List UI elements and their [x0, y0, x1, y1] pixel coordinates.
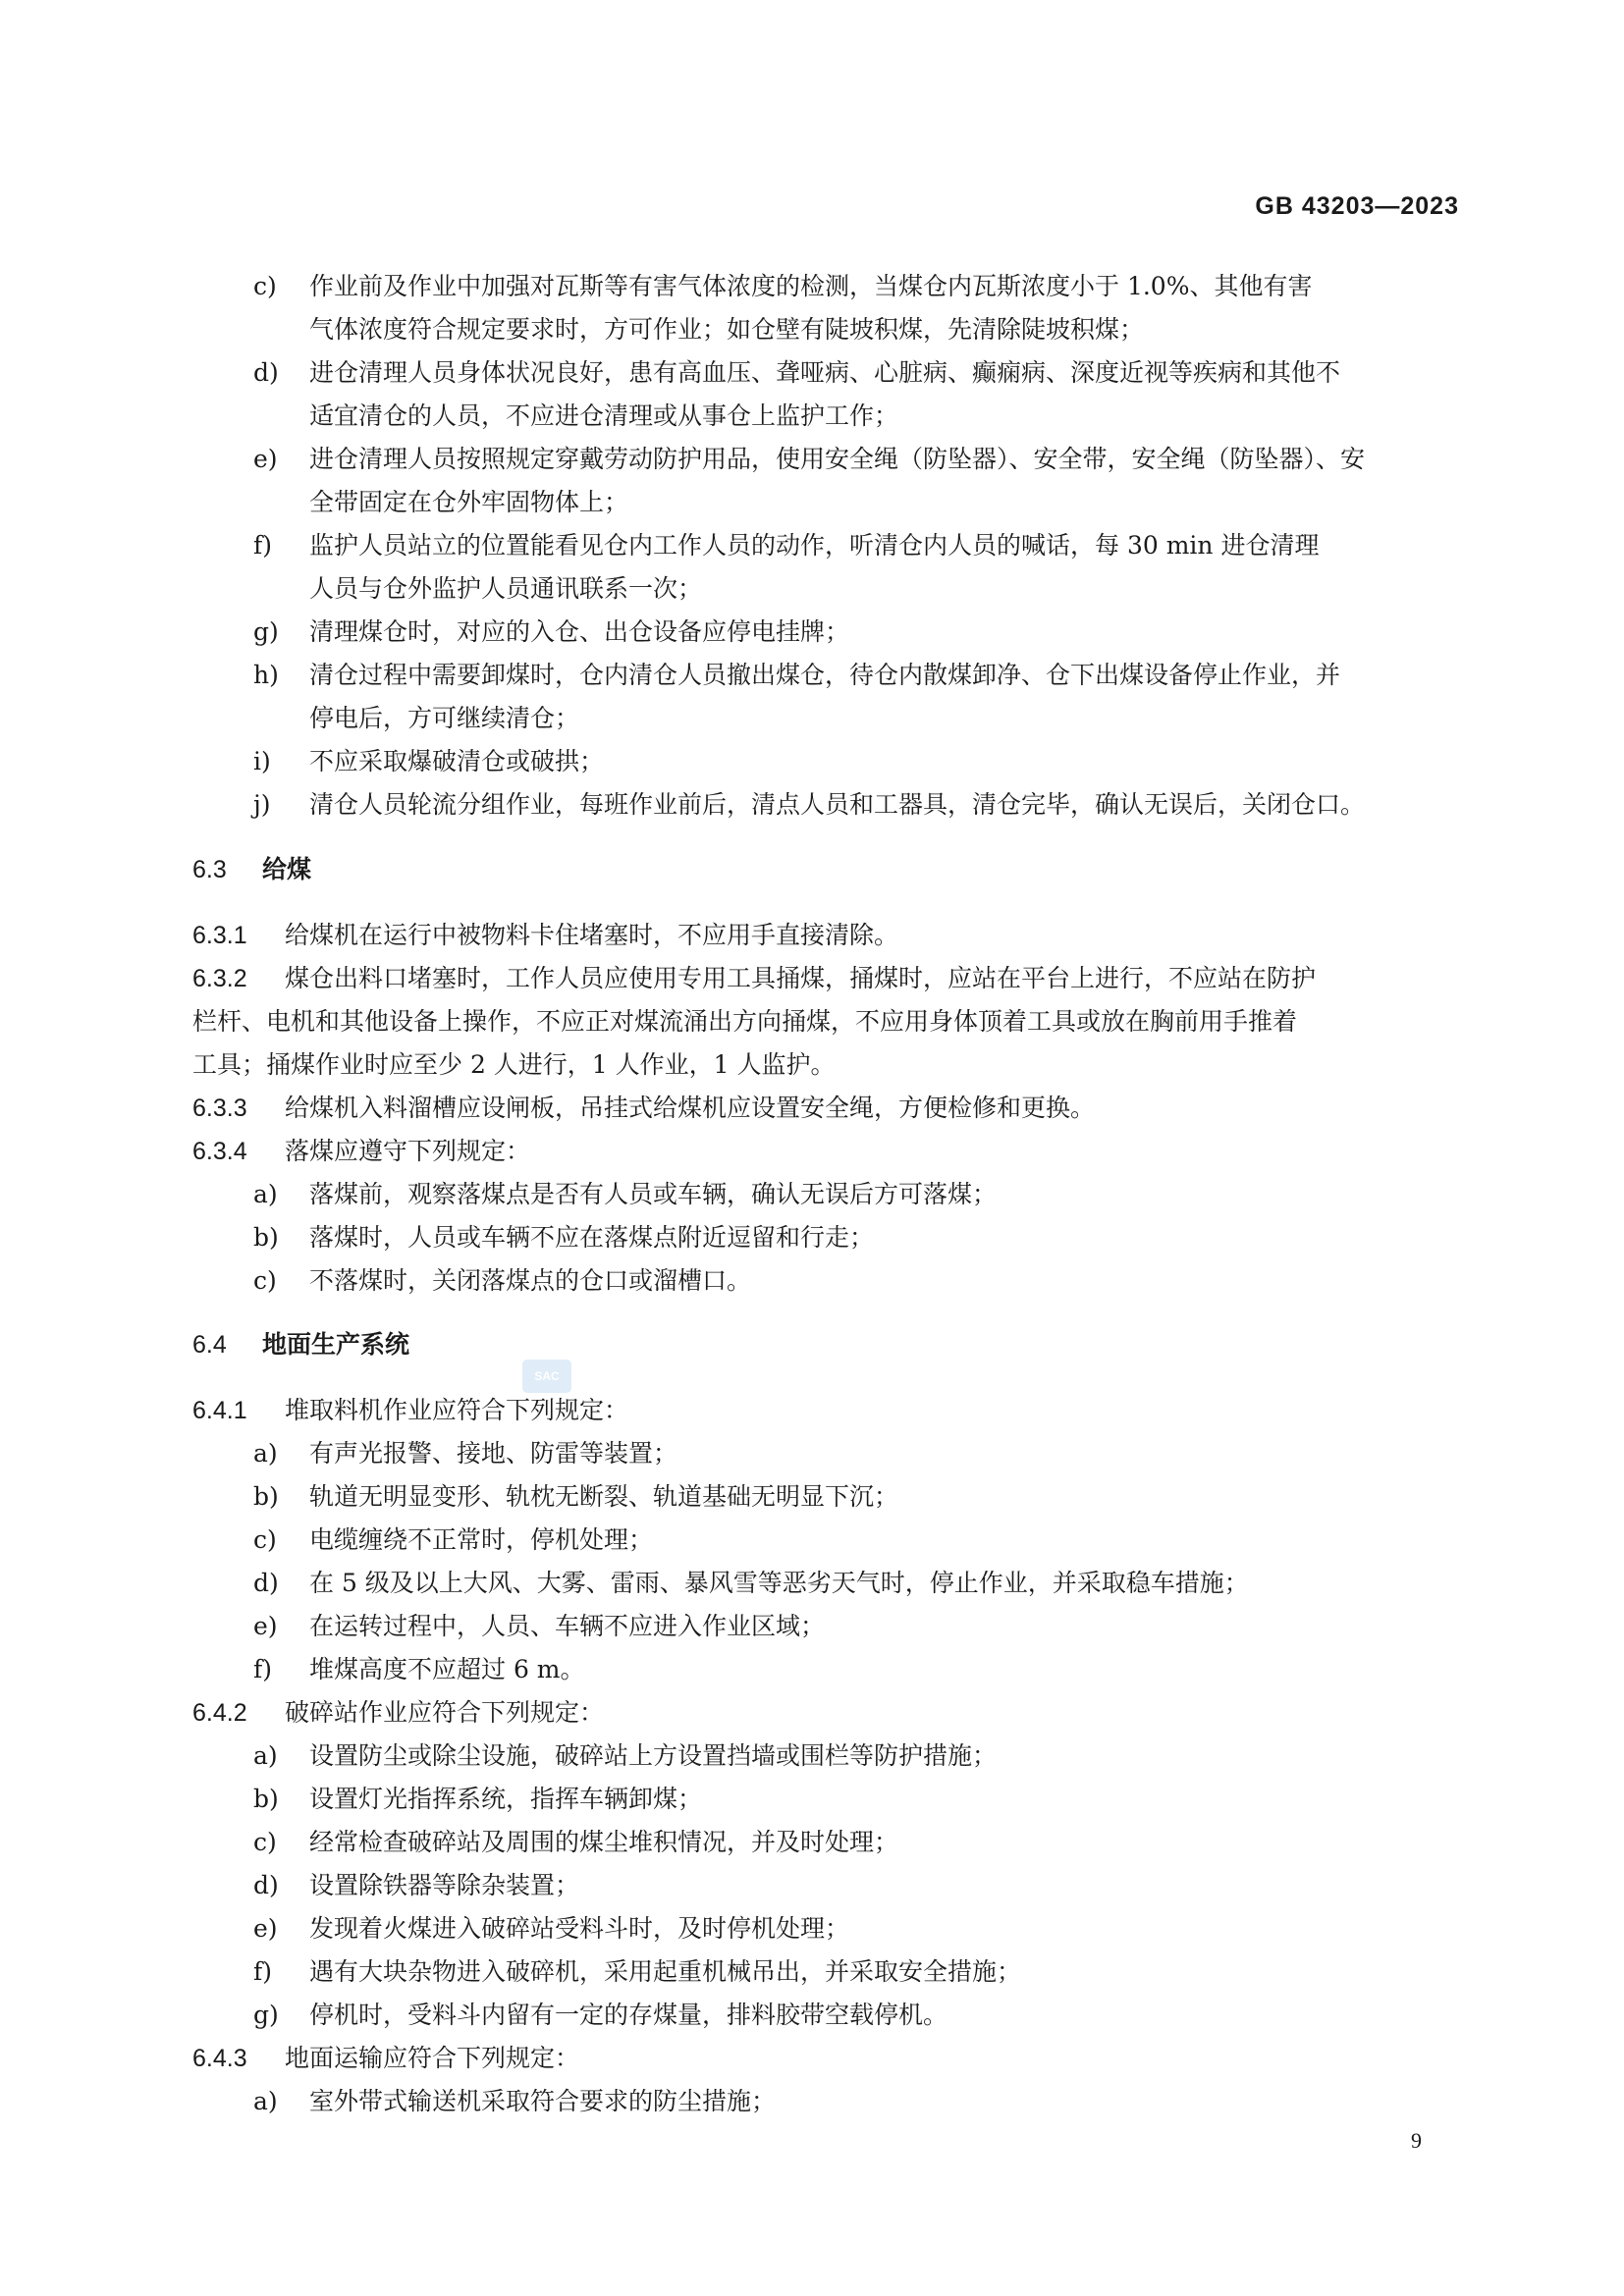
item-text: 监护人员站立的位置能看见仓内工作人员的动作，听清仓内人员的喊话，每 30 min 进仓清理 — [309, 531, 1320, 560]
standard-code: GB 43203—2023 — [1255, 192, 1459, 220]
clause-text: 给煤机在运行中被物料卡住堵塞时，不应用手直接清除。 — [285, 921, 899, 949]
item-marker: b) — [253, 1223, 279, 1252]
clause-text: 栏杆、电机和其他设备上操作，不应正对煤流涌出方向捅煤，不应用身体顶着工具或放在胸前用手推着 — [192, 1007, 1298, 1036]
item-text: 落煤时，人员或车辆不应在落煤点附近逗留和行走； — [309, 1223, 875, 1252]
item-text: 设置防尘或除尘设施，破碎站上方设置挡墙或围栏等防护措施； — [309, 1741, 998, 1770]
section-title: 地面生产系统 — [262, 1331, 410, 1359]
item-marker: i) — [253, 747, 271, 775]
item-text: 设置除铁器等除杂装置； — [309, 1871, 580, 1899]
clause-text: 工具；捅煤作业时应至少 2 人进行，1 人作业，1 人监护。 — [192, 1050, 836, 1079]
item-marker: g) — [253, 617, 279, 646]
item-marker: a) — [253, 1439, 278, 1468]
item-text: 作业前及作业中加强对瓦斯等有害气体浓度的检测，当煤仓内瓦斯浓度小于 1.0%、其他有害 — [309, 272, 1313, 300]
clause-number: 6.3.2 — [192, 965, 247, 992]
item-marker: g) — [253, 2001, 279, 2029]
item-marker: d) — [253, 358, 279, 387]
item-text: 遇有大块杂物进入破碎机，采用起重机械吊出，并采取安全措施； — [309, 1957, 1022, 1986]
item-text: 发现着火煤进入破碎站受料斗时，及时停机处理； — [309, 1914, 850, 1943]
item-text: 人员与仓外监护人员通讯联系一次； — [309, 574, 703, 603]
item-marker: c) — [253, 1525, 277, 1554]
item-marker: h) — [253, 661, 279, 689]
clause-text: 破碎站作业应符合下列规定： — [285, 1698, 605, 1727]
item-marker: b) — [253, 1482, 279, 1511]
clause-number: 6.4.3 — [192, 2045, 247, 2072]
item-marker: e) — [253, 1612, 278, 1640]
item-text: 清仓过程中需要卸煤时，仓内清仓人员撤出煤仓，待仓内散煤卸净、仓下出煤设备停止作业，并 — [309, 661, 1341, 689]
item-text: 在运转过程中，人员、车辆不应进入作业区域； — [309, 1612, 826, 1640]
clause-number: 6.3.4 — [192, 1138, 247, 1165]
logo-watermark-icon: SAC — [522, 1360, 571, 1393]
item-marker: f) — [253, 1655, 273, 1683]
item-text: 清理煤仓时，对应的入仓、出仓设备应停电挂牌； — [309, 617, 850, 646]
clause-number: 6.4.2 — [192, 1699, 247, 1727]
item-text: 轨道无明显变形、轨枕无断裂、轨道基础无明显下沉； — [309, 1482, 899, 1511]
item-text: 堆煤高度不应超过 6 m。 — [309, 1655, 585, 1683]
item-marker: f) — [253, 531, 273, 560]
item-text: 进仓清理人员按照规定穿戴劳动防护用品，使用安全绳（防坠器）、安全带，安全绳（防坠器）、安 — [309, 445, 1366, 473]
item-text: 设置灯光指挥系统，指挥车辆卸煤； — [309, 1785, 703, 1813]
item-text: 室外带式输送机采取符合要求的防尘措施； — [309, 2087, 777, 2115]
item-marker: e) — [253, 1914, 278, 1943]
clause-number: 6.3.3 — [192, 1095, 247, 1122]
item-text: 气体浓度符合规定要求时，方可作业；如仓壁有陡坡积煤，先清除陡坡积煤； — [309, 315, 1145, 344]
clause-text: 落煤应遵守下列规定： — [285, 1137, 531, 1165]
clause-text: 煤仓出料口堵塞时，工作人员应使用专用工具捅煤，捅煤时，应站在平台上进行，不应站在防护 — [285, 964, 1317, 992]
item-marker: a) — [253, 1180, 278, 1208]
item-marker: d) — [253, 1569, 279, 1597]
item-text: 清仓人员轮流分组作业，每班作业前后，清点人员和工器具，清仓完毕，确认无误后，关闭仓口。 — [309, 790, 1366, 819]
section-number: 6.4 — [192, 1331, 227, 1359]
item-marker: j) — [253, 790, 271, 819]
item-marker: d) — [253, 1871, 279, 1899]
item-marker: f) — [253, 1957, 273, 1986]
item-marker: c) — [253, 1828, 277, 1856]
clause-number: 6.4.1 — [192, 1397, 247, 1424]
clause-text: 给煤机入料溜槽应设闸板，吊挂式给煤机应设置安全绳，方便检修和更换。 — [285, 1094, 1096, 1122]
item-marker: a) — [253, 2087, 278, 2115]
item-text: 落煤前，观察落煤点是否有人员或车辆，确认无误后方可落煤； — [309, 1180, 998, 1208]
section-number: 6.3 — [192, 856, 227, 883]
item-text: 电缆缠绕不正常时，停机处理； — [309, 1525, 654, 1554]
item-text: 适宜清仓的人员，不应进仓清理或从事仓上监护工作； — [309, 401, 899, 430]
clause-text: 堆取料机作业应符合下列规定： — [285, 1396, 629, 1424]
item-marker: b) — [253, 1785, 279, 1813]
item-text: 在 5 级及以上大风、大雾、雷雨、暴风雪等恶劣天气时，停止作业，并采取稳车措施； — [309, 1569, 1249, 1597]
item-marker: c) — [253, 272, 277, 300]
item-marker: e) — [253, 445, 278, 473]
clause-number: 6.3.1 — [192, 922, 247, 949]
item-text: 停电后，方可继续清仓； — [309, 704, 580, 732]
item-text: 停机时，受料斗内留有一定的存煤量，排料胶带空载停机。 — [309, 2001, 948, 2029]
item-marker: c) — [253, 1266, 277, 1295]
item-text: 全带固定在仓外牢固物体上； — [309, 488, 629, 516]
section-title: 给煤 — [262, 856, 312, 883]
item-text: 进仓清理人员身体状况良好，患有高血压、聋哑病、心脏病、癫痫病、深度近视等疾病和其他不 — [309, 358, 1341, 387]
item-marker: a) — [253, 1741, 278, 1770]
item-text: 不落煤时，关闭落煤点的仓口或溜槽口。 — [309, 1266, 752, 1295]
page-number: 9 — [1411, 2128, 1422, 2153]
item-text: 经常检查破碎站及周围的煤尘堆积情况，并及时处理； — [309, 1828, 899, 1856]
clause-text: 地面运输应符合下列规定： — [285, 2044, 580, 2072]
item-text: 不应采取爆破清仓或破拱； — [309, 747, 605, 775]
item-text: 有声光报警、接地、防雷等装置； — [309, 1439, 678, 1468]
